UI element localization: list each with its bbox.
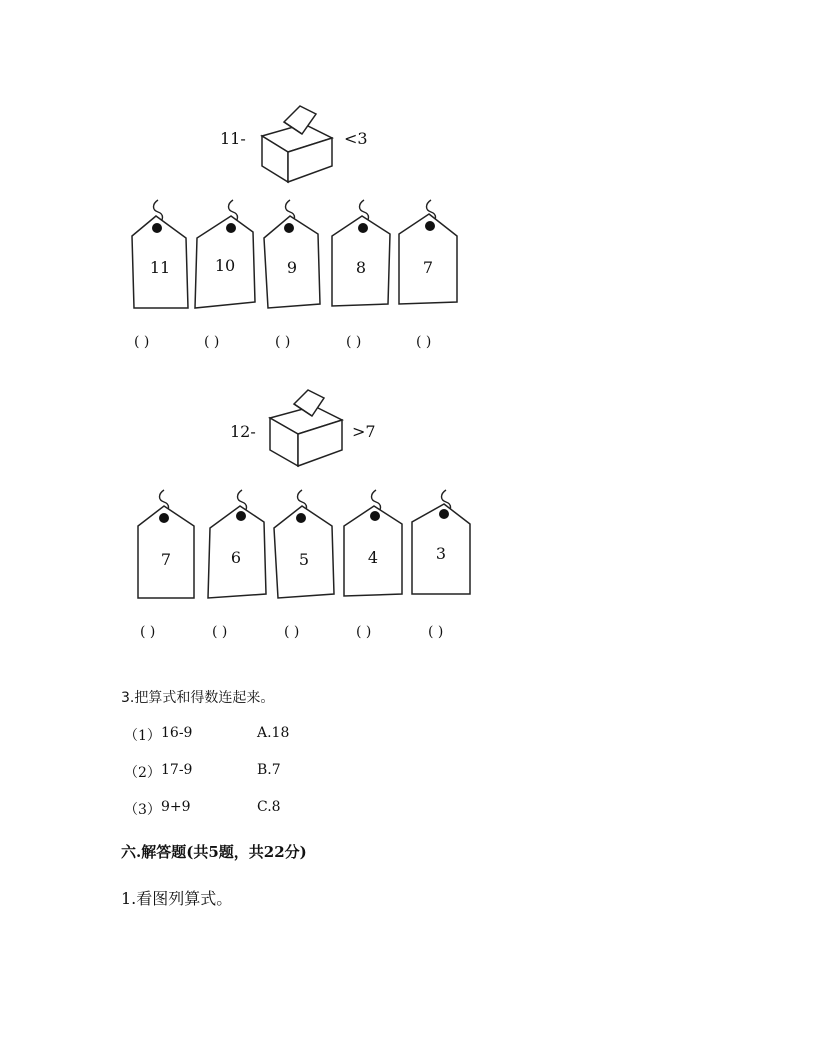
answer-blank[interactable]: ( ) [140, 624, 156, 640]
answer-blank[interactable]: ( ) [346, 334, 362, 350]
question-3-title: 3.把算式和得数连起来。 [121, 690, 275, 706]
number-tag[interactable] [342, 488, 404, 600]
answer-blank[interactable]: ( ) [212, 624, 228, 640]
item-label: （3） [124, 802, 161, 818]
answer-blank[interactable]: ( ) [275, 334, 291, 350]
tag-number: 9 [286, 258, 298, 277]
section-heading: 六.解答题(共5题，共22分) [121, 843, 307, 861]
number-tag[interactable] [130, 198, 190, 310]
tag-number: 7 [422, 258, 434, 277]
item-expression[interactable]: 16-9 [161, 725, 193, 741]
expression-left: 11- [220, 129, 246, 148]
answer-blank[interactable]: ( ) [356, 624, 372, 640]
number-tag[interactable] [204, 488, 268, 600]
expression-right: >7 [352, 422, 376, 441]
item-expression[interactable]: 17-9 [161, 762, 193, 778]
item-answer[interactable]: B.7 [257, 762, 281, 778]
answer-blank[interactable]: ( ) [416, 334, 432, 350]
answer-blank[interactable]: ( ) [134, 334, 150, 350]
tag-number: 10 [214, 256, 236, 275]
tag-number: 7 [160, 550, 172, 569]
number-tag[interactable] [262, 198, 322, 310]
number-tag[interactable] [193, 198, 257, 310]
item-answer[interactable]: C.8 [257, 799, 281, 815]
tag-number: 11 [149, 258, 171, 277]
answer-blank[interactable]: ( ) [428, 624, 444, 640]
item-label: （2） [124, 765, 161, 781]
answer-blank[interactable]: ( ) [284, 624, 300, 640]
number-tag[interactable] [410, 488, 472, 598]
item-expression[interactable]: 9+9 [161, 799, 191, 815]
tag-number: 6 [230, 548, 242, 567]
tag-number: 5 [298, 550, 310, 569]
number-tag[interactable] [136, 488, 196, 600]
number-tag[interactable] [330, 198, 392, 310]
expression-right: <3 [344, 129, 368, 148]
number-tag[interactable] [397, 198, 459, 310]
answer-blank[interactable]: ( ) [204, 334, 220, 350]
item-answer[interactable]: A.18 [257, 725, 290, 741]
number-tag[interactable] [272, 488, 336, 600]
box-icon [260, 104, 334, 184]
question-1-title: 1.看图列算式。 [121, 889, 233, 908]
tag-number: 4 [367, 548, 379, 567]
expression-left: 12- [230, 422, 256, 441]
tag-number: 8 [355, 258, 367, 277]
item-label: （1） [124, 728, 161, 744]
tag-number: 3 [435, 544, 447, 563]
box-icon [268, 388, 344, 468]
